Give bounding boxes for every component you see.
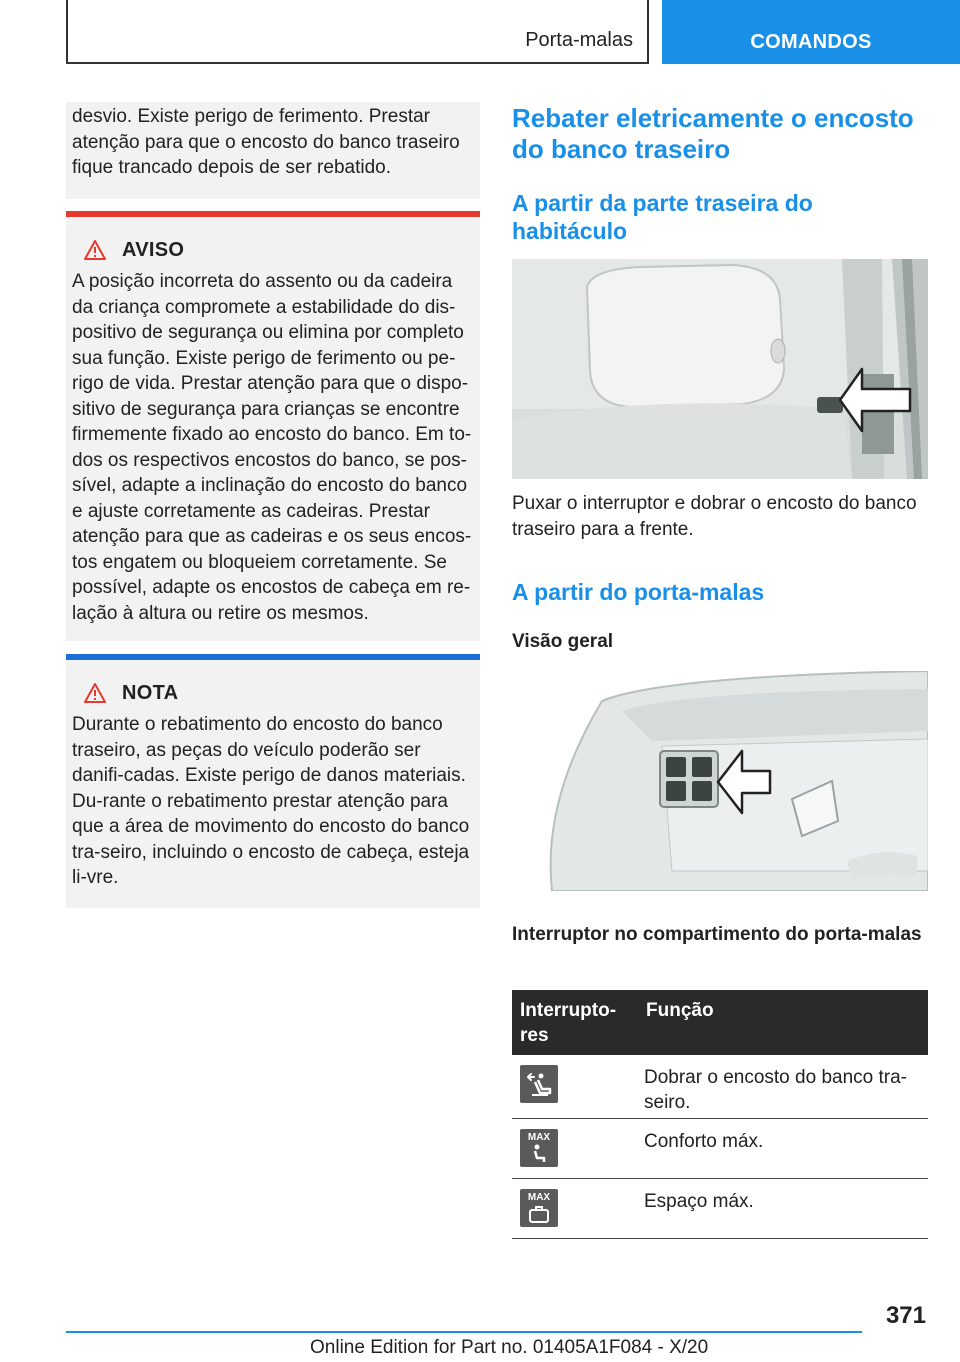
note-label: NOTA	[122, 681, 179, 704]
seat-fold-icon	[520, 1065, 558, 1103]
table-header	[512, 990, 928, 1055]
rear-seat-photo	[512, 259, 928, 479]
max-comfort-icon	[520, 1129, 558, 1167]
subheading-cabin: A partir da parte traseira do habitáculo	[512, 190, 813, 244]
intro-box	[66, 102, 480, 199]
table-header-switches: Interrupto-res	[520, 1000, 617, 1046]
warning-box	[66, 217, 480, 641]
page-number: 371	[885, 1302, 926, 1329]
warning-header	[72, 237, 474, 263]
header-chapter-title: COMANDOS	[750, 31, 872, 53]
trunk-switch-photo	[512, 671, 928, 891]
warning-text: A posição incorreta do assento ou da cadeira da criança compromete a estabilidade do dis-positivo de segurança ou elimina por completo sua função. Existe perigo de ferimento ou pe-rigo de vida. Prestar atenção para que o dispo-sitivo de segurança para crianças se encontre firmemente fixado ao encosto do banco. Em to-dos os respectivos encostos do banco, se pos-sível, adapte a inclinação do encosto do banco e ajuste corretamente as cadeiras. Prestar atenção para que as cadeiras e os seus encos-tos engatem ou bloqueiem corretamente. Se possível, adapte os encostos de cabeça em re-lação à altura ou retire os mesmos.	[72, 271, 472, 624]
note-text: Durante o rebatimento do encosto do banco traseiro, as peças do veículo poderão ser danifi-cadas. Existe perigo de danos materiais. Du-rante o rebatimento prestar atenção para que a área de movimento do encosto do banco tra-seiro, incluindo o encosto de cabeça, esteja li-vre.	[72, 714, 470, 888]
warning-label: AVISO	[122, 238, 185, 261]
table-header-function: Função	[646, 1000, 714, 1021]
table-row	[512, 1055, 928, 1119]
switch-function-table	[512, 990, 928, 1239]
max-comfort-label: MAX	[527, 1131, 551, 1143]
max-space-icon	[520, 1189, 558, 1227]
header-section-tab	[66, 0, 649, 64]
intro-text: desvio. Existe perigo de ferimento. Prestar atenção para que o encosto do banco traseiro fique trancado depois de ser rebatido.	[72, 106, 460, 178]
note-triangle-icon	[84, 683, 106, 703]
warning-triangle-icon	[84, 240, 106, 260]
table-row	[512, 1179, 928, 1239]
note-header	[72, 680, 474, 706]
header-section-title: Porta-malas	[525, 29, 633, 51]
note-box	[66, 660, 480, 908]
row-function-comfort: Conforto máx.	[644, 1131, 764, 1152]
row-function-space: Espaço máx.	[644, 1191, 754, 1212]
table-row	[512, 1119, 928, 1179]
subheading-trunk: A partir do porta-malas	[512, 579, 765, 605]
footer-edition: Online Edition for Part no. 01405A1F084 - X/20	[310, 1337, 709, 1358]
header-chapter-tab	[662, 0, 960, 64]
row-function-fold: Dobrar o encosto do banco tra-seiro.	[644, 1067, 907, 1113]
caption-trunk-switch: Interruptor no compartimento do porta-malas	[512, 924, 922, 945]
subheading-overview: Visão geral	[512, 631, 614, 652]
caption-pull-switch: Puxar o interruptor e dobrar o encosto do banco traseiro para a frente.	[512, 493, 917, 540]
page-title: Rebater eletricamente o encosto do banco traseiro	[512, 103, 914, 164]
max-space-label: MAX	[527, 1191, 551, 1203]
footer-divider	[66, 1331, 862, 1333]
